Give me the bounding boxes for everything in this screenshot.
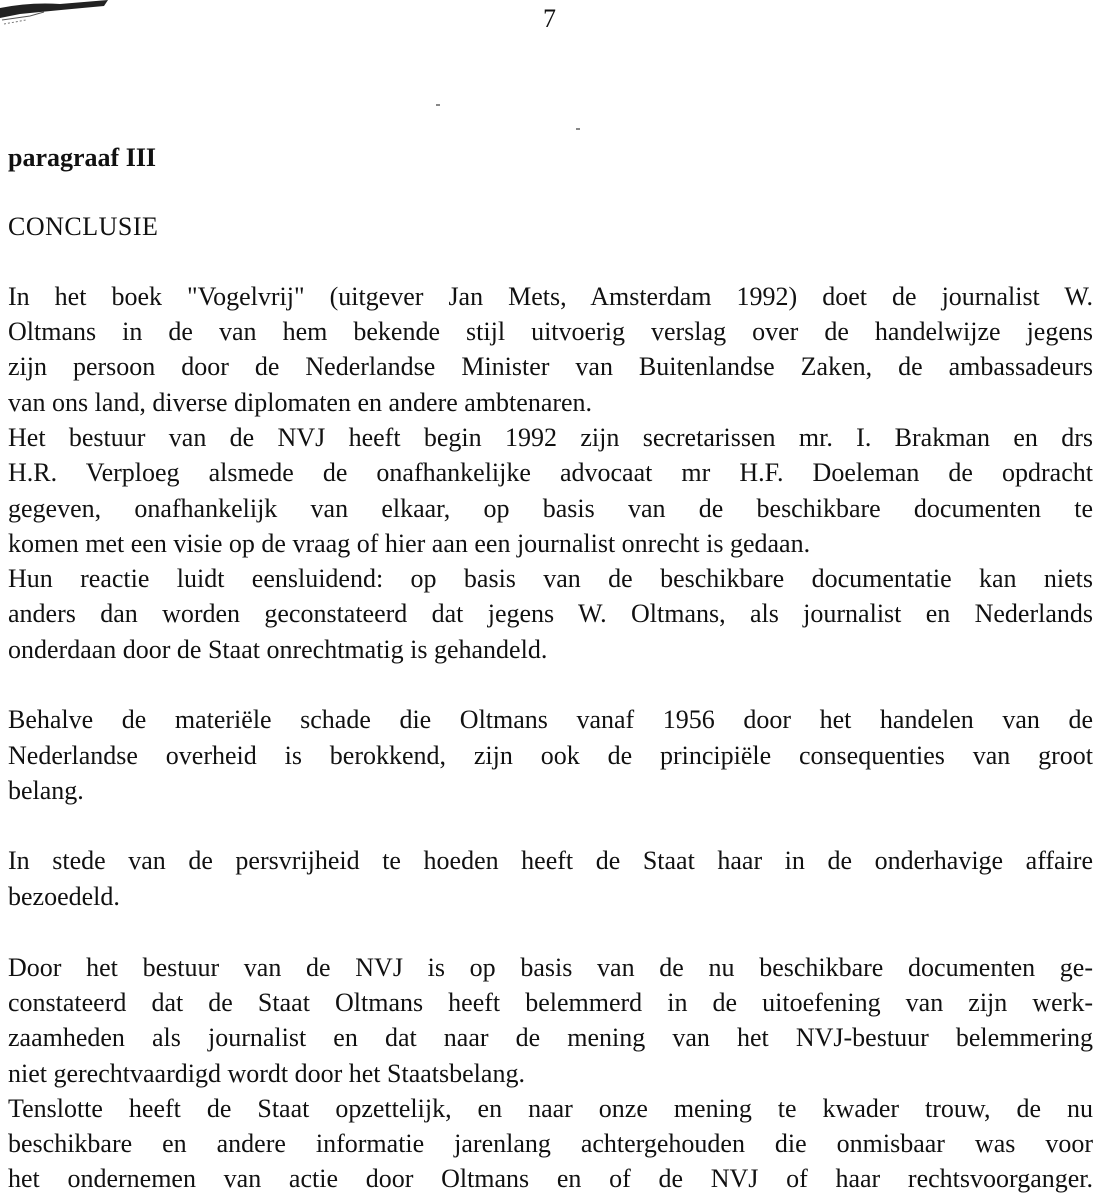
- section-title: paragraaf III: [8, 143, 157, 172]
- body-line: zaamheden als journalist en dat naar de mening van het NVJ-bestuur belemmering: [8, 1023, 1093, 1052]
- body-line: belang.: [8, 776, 84, 805]
- body-line: komen met een visie op de vraag of hier aan een journalist onrecht is gedaan.: [8, 529, 811, 558]
- body-line: het ondernemen van actie door Oltmans en of de NVJ of haar rechtsvoorganger.: [8, 1164, 1093, 1193]
- body-line: Oltmans in de van hem bekende stijl uitvoerig verslag over de handelwijze jegens: [8, 317, 1093, 346]
- section-subtitle: CONCLUSIE: [8, 212, 159, 241]
- body-line: In het boek "Vogelvrij" (uitgever Jan Mets, Amsterdam 1992) doet de journalist W.: [8, 282, 1093, 311]
- page-number: 7: [543, 4, 556, 33]
- body-line: H.R. Verploeg alsmede de onafhankelijke advocaat mr H.F. Doeleman de opdracht: [8, 458, 1093, 487]
- body-line: anders dan worden geconstateerd dat jegens W. Oltmans, als journalist en Nederlands: [8, 599, 1093, 628]
- body-line: Tenslotte heeft de Staat opzettelijk, en naar onze mening te kwader trouw, de nu: [8, 1094, 1093, 1123]
- scan-speck: [436, 104, 440, 106]
- body-line: onderdaan door de Staat onrechtmatig is gehandeld.: [8, 635, 548, 664]
- body-line: bezoedeld.: [8, 882, 120, 911]
- scan-artifact: [0, 0, 110, 30]
- body-line: Het bestuur van de NVJ heeft begin 1992 zijn secretarissen mr. I. Brakman en drs: [8, 423, 1093, 452]
- body-line: Hun reactie luidt eensluidend: op basis van de beschikbare documentatie kan niets: [8, 564, 1093, 593]
- body-line: van ons land, diverse diplomaten en andere ambtenaren.: [8, 388, 593, 417]
- body-line: niet gerechtvaardigd wordt door het Staatsbelang.: [8, 1059, 525, 1088]
- body-line: zijn persoon door de Nederlandse Minister van Buitenlandse Zaken, de ambassadeurs: [8, 352, 1093, 381]
- body-line: In stede van de persvrijheid te hoeden heeft de Staat haar in de onderhavige affaire: [8, 846, 1093, 875]
- scan-speck: [576, 128, 580, 130]
- body-line: constateerd dat de Staat Oltmans heeft belemmerd in de uitoefening van zijn werk-: [8, 988, 1093, 1017]
- body-line: gegeven, onafhankelijk van elkaar, op basis van de beschikbare documenten te: [8, 494, 1093, 523]
- body-line: Door het bestuur van de NVJ is op basis van de nu beschikbare documenten ge-: [8, 953, 1093, 982]
- body-line: Nederlandse overheid is berokkend, zijn ook de principiële consequenties van groot: [8, 741, 1093, 770]
- body-line: Behalve de materiële schade die Oltmans vanaf 1956 door het handelen van de: [8, 705, 1093, 734]
- body-line: beschikbare en andere informatie jarenlang achtergehouden die onmisbaar was voor: [8, 1129, 1093, 1158]
